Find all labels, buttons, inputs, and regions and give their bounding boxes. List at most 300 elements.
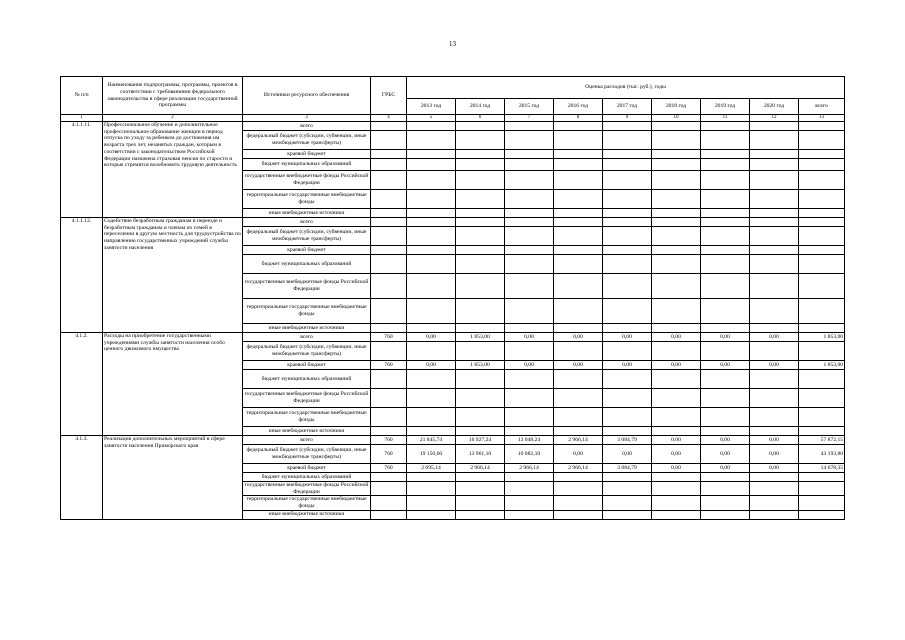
value-cell: 0,00 [701,464,750,473]
value-cell [603,510,652,519]
value-cell [505,473,554,482]
grbs-cell [371,427,407,436]
value-cell [750,246,799,255]
value-cell [505,246,554,255]
source-label: краевой бюджет [243,361,371,370]
header-col-number: 4 [371,115,407,122]
value-cell: 0,00 [652,361,701,370]
source-label: федеральный бюджет (субсидии, субвенции, иные межбюджетные трансферты) [243,131,371,150]
table-row [61,333,845,342]
header-source: Источники ресурсного обеспечения [243,77,371,115]
value-cell [407,389,456,408]
value-cell [505,408,554,427]
value-cell: 0,00 [554,445,603,464]
value-cell [554,496,603,510]
value-cell [456,324,505,333]
value-cell [701,427,750,436]
header-col-number: 5 [407,115,456,122]
grbs-cell: 760 [371,464,407,473]
value-cell [554,209,603,218]
value-cell [603,496,652,510]
grbs-cell [371,122,407,131]
value-cell [603,408,652,427]
value-cell [701,171,750,190]
value-cell [407,122,456,131]
value-cell [701,227,750,246]
value-cell [750,190,799,209]
header-col-number: 13 [799,115,845,122]
value-cell [505,370,554,389]
value-cell [456,496,505,510]
value-cell [603,218,652,227]
value-cell [505,342,554,361]
header-col-number: 3 [243,115,371,122]
source-label: всего [243,218,371,227]
value-cell [505,389,554,408]
value-cell [799,473,845,482]
value-cell [603,150,652,159]
value-cell [554,274,603,299]
value-cell [701,496,750,510]
page-number: 13 [449,40,456,48]
value-cell [407,218,456,227]
value-cell [701,342,750,361]
value-cell [701,299,750,324]
value-cell [701,274,750,299]
value-cell [799,131,845,150]
header-col-number: 9 [603,115,652,122]
header-col-number: 7 [505,115,554,122]
value-cell [701,218,750,227]
grbs-cell [371,370,407,389]
value-cell [799,150,845,159]
value-cell: 2 966,14 [505,464,554,473]
value-cell [603,473,652,482]
value-cell [554,227,603,246]
value-cell [652,159,701,171]
value-cell [456,218,505,227]
value-cell: 0,00 [750,436,799,445]
grbs-cell: 760 [371,436,407,445]
grbs-cell: 760 [371,361,407,370]
value-cell [456,473,505,482]
value-cell [407,209,456,218]
source-label: территориальные государственные внебюджетные фонды [243,408,371,427]
value-cell: 21 845,74 [407,436,456,445]
value-cell [652,324,701,333]
value-cell [701,255,750,274]
value-cell [407,159,456,171]
source-label: федеральный бюджет (субсидии, субвенции, иные межбюджетные трансферты) [243,227,371,246]
header-numbers-row [61,115,845,122]
value-cell [505,131,554,150]
source-label: краевой бюджет [243,150,371,159]
value-cell [750,299,799,324]
value-cell [799,209,845,218]
value-cell [799,389,845,408]
table-row [61,122,845,131]
value-cell [554,408,603,427]
grbs-cell [371,342,407,361]
value-cell [554,370,603,389]
value-cell [456,209,505,218]
value-cell: 0,00 [701,361,750,370]
value-cell [603,122,652,131]
value-cell: 0,00 [554,361,603,370]
value-cell [799,408,845,427]
header-year: 2013 год [407,99,456,115]
value-cell [750,209,799,218]
value-cell [456,190,505,209]
value-cell [652,131,701,150]
value-cell [456,246,505,255]
value-cell: 0,00 [603,445,652,464]
value-cell [652,482,701,496]
value-cell [750,324,799,333]
item-name: Расходы на приобретение государственными учреждениями службы занятости населения особо ценного движимого имущества [103,333,243,436]
value-cell [407,496,456,510]
value-cell [554,389,603,408]
value-cell [456,255,505,274]
grbs-cell [371,496,407,510]
value-cell: 3 084,79 [603,436,652,445]
value-cell [799,299,845,324]
value-cell [799,496,845,510]
value-cell [407,408,456,427]
grbs-cell [371,159,407,171]
value-cell [505,510,554,519]
value-cell: 0,00 [750,333,799,342]
value-cell [603,131,652,150]
value-cell [750,473,799,482]
value-cell [603,482,652,496]
value-cell [750,482,799,496]
value-cell [652,496,701,510]
value-cell [799,342,845,361]
budget-table [60,76,845,520]
value-cell [407,131,456,150]
item-name: Профессиональное обучение и дополнительное профессиональное образование женщин в период отпуска по уходу за ребенком до достижения им возраста трех лет, незанятых граждан, которым в соответствии с законодательством Российской Федерации назначена страховая пенсия по старости и которые стремятся возобновить трудовую деятельность [103,122,243,218]
value-cell [652,255,701,274]
value-cell [407,274,456,299]
value-cell [554,299,603,324]
value-cell [652,473,701,482]
value-cell [407,150,456,159]
value-cell [505,159,554,171]
value-cell [554,218,603,227]
value-cell: 14 678,35 [799,464,845,473]
grbs-cell [371,209,407,218]
value-cell [456,427,505,436]
value-cell: 0,00 [603,333,652,342]
value-cell [652,510,701,519]
value-cell [554,150,603,159]
value-cell [652,150,701,159]
value-cell: 43 193,80 [799,445,845,464]
value-cell [799,159,845,171]
value-cell [799,482,845,496]
value-cell: 0,00 [701,333,750,342]
value-cell [407,246,456,255]
value-cell: 1 853,00 [456,333,505,342]
value-cell [407,171,456,190]
value-cell [799,324,845,333]
source-label: иные внебюджетные источники [243,510,371,519]
grbs-cell [371,482,407,496]
value-cell [603,324,652,333]
value-cell [701,150,750,159]
value-cell [456,274,505,299]
value-cell [603,255,652,274]
header-year: 2017 год [603,99,652,115]
grbs-cell [371,274,407,299]
source-label: бюджет муниципальных образований [243,473,371,482]
value-cell [505,255,554,274]
value-cell: 1 853,00 [456,361,505,370]
value-cell [407,370,456,389]
value-cell [701,131,750,150]
value-cell: 0,00 [750,464,799,473]
header-col-number: 6 [456,115,505,122]
value-cell [750,131,799,150]
source-label: всего [243,122,371,131]
value-cell: 1 853,00 [799,361,845,370]
value-cell [456,299,505,324]
value-cell [505,482,554,496]
value-cell [603,370,652,389]
value-cell: 0,00 [407,333,456,342]
value-cell [750,342,799,361]
value-cell [505,171,554,190]
value-cell [701,246,750,255]
value-cell [652,274,701,299]
grbs-cell [371,510,407,519]
value-cell [603,274,652,299]
value-cell: 1 853,00 [799,333,845,342]
header-year: 2016 год [554,99,603,115]
value-cell [456,227,505,246]
table-row [61,218,845,227]
value-cell [554,427,603,436]
value-cell [603,227,652,246]
value-cell [407,482,456,496]
value-cell [603,209,652,218]
value-cell [750,389,799,408]
value-cell [652,122,701,131]
value-cell [505,274,554,299]
value-cell [407,255,456,274]
grbs-cell [371,408,407,427]
value-cell [505,496,554,510]
value-cell: 0,00 [603,361,652,370]
value-cell [603,389,652,408]
value-cell [652,342,701,361]
grbs-cell [371,227,407,246]
value-cell [750,150,799,159]
source-label: иные внебюджетные источники [243,324,371,333]
value-cell [554,171,603,190]
header-name: Наименование подпрограммы, программы, проектов в соответствии с требованиями федерального законодательства в сфере реализации государственной программы [103,77,243,115]
header-col-number: 11 [701,115,750,122]
source-label: государственные внебюджетные фонды Российской Федерации [243,389,371,408]
value-cell [603,299,652,324]
value-cell [407,324,456,333]
value-cell [603,159,652,171]
value-cell: 16 927,24 [456,436,505,445]
header-estimate: Оценка расходов (тыс. руб.), годы [407,77,845,99]
value-cell [701,159,750,171]
value-cell [652,370,701,389]
item-number: 4.1.1.12. [61,218,103,333]
value-cell: 0,00 [505,361,554,370]
header-col-number: 2 [103,115,243,122]
grbs-cell: 760 [371,333,407,342]
value-cell: 2 695,14 [407,464,456,473]
value-cell [652,190,701,209]
source-label: краевой бюджет [243,464,371,473]
value-cell [750,427,799,436]
value-cell [701,370,750,389]
source-label: федеральный бюджет (субсидии, субвенции, иные межбюджетные трансферты) [243,445,371,464]
value-cell [750,171,799,190]
value-cell: 0,00 [652,436,701,445]
value-cell [554,190,603,209]
value-cell [603,190,652,209]
value-cell [407,427,456,436]
value-cell [456,131,505,150]
value-cell: 0,00 [701,436,750,445]
value-cell [554,131,603,150]
header-col-number: 12 [750,115,799,122]
value-cell [652,408,701,427]
value-cell [799,122,845,131]
value-cell [407,510,456,519]
value-cell [750,122,799,131]
value-cell [505,427,554,436]
value-cell [799,218,845,227]
header-year: 2018 год [652,99,701,115]
value-cell [701,209,750,218]
value-cell: 19 150,60 [407,445,456,464]
header-year: всего [799,99,845,115]
grbs-cell: 760 [371,445,407,464]
grbs-cell [371,246,407,255]
value-cell [456,171,505,190]
value-cell [554,122,603,131]
grbs-cell [371,218,407,227]
grbs-cell [371,171,407,190]
value-cell [652,171,701,190]
source-label: бюджет муниципальных образований [243,255,371,274]
value-cell [652,427,701,436]
value-cell [701,408,750,427]
header-col-number: 1 [61,115,103,122]
value-cell: 2 966,14 [456,464,505,473]
value-cell [407,227,456,246]
value-cell [701,473,750,482]
value-cell [750,510,799,519]
value-cell: 57 872,15 [799,436,845,445]
source-label: государственные внебюджетные фонды Российской Федерации [243,171,371,190]
item-number: 4.1.3. [61,436,103,520]
value-cell: 0,00 [407,361,456,370]
value-cell [456,482,505,496]
source-label: государственные внебюджетные фонды Российской Федерации [243,482,371,496]
value-cell [652,246,701,255]
header-grbs: ГРБС [371,77,407,115]
value-cell: 2 966,14 [554,464,603,473]
value-cell [750,255,799,274]
value-cell [505,227,554,246]
value-cell: 13 961,10 [456,445,505,464]
value-cell [407,299,456,324]
value-cell [701,324,750,333]
value-cell [603,171,652,190]
value-cell [456,370,505,389]
value-cell [652,227,701,246]
value-cell [505,209,554,218]
value-cell [456,342,505,361]
value-cell [750,370,799,389]
grbs-cell [371,389,407,408]
source-label: бюджет муниципальных образований [243,159,371,171]
source-label: федеральный бюджет (субсидии, субвенции, иные межбюджетные трансферты) [243,342,371,361]
value-cell [701,122,750,131]
value-cell [750,227,799,246]
value-cell: 0,00 [554,333,603,342]
value-cell [701,190,750,209]
value-cell [799,246,845,255]
source-label: иные внебюджетные источники [243,427,371,436]
value-cell: 0,00 [701,445,750,464]
value-cell: 3 084,79 [603,464,652,473]
header-col-number: 10 [652,115,701,122]
value-cell [456,510,505,519]
value-cell [505,122,554,131]
value-cell [407,342,456,361]
value-cell [456,159,505,171]
source-label: территориальные государственные внебюджетные фонды [243,190,371,209]
source-label: территориальные государственные внебюджетные фонды [243,496,371,510]
value-cell: 0,00 [652,445,701,464]
grbs-cell [371,473,407,482]
value-cell [554,510,603,519]
value-cell: 0,00 [652,333,701,342]
value-cell [456,122,505,131]
source-label: территориальные государственные внебюджетные фонды [243,299,371,324]
value-cell [701,510,750,519]
value-cell [750,274,799,299]
header-year: 2020 год [750,99,799,115]
header-col-number: 8 [554,115,603,122]
source-label: краевой бюджет [243,246,371,255]
value-cell [554,159,603,171]
value-cell [456,408,505,427]
table-row [61,436,845,445]
value-cell [799,510,845,519]
header-year: 2014 год [456,99,505,115]
value-cell [554,482,603,496]
value-cell [505,299,554,324]
value-cell [505,324,554,333]
value-cell [799,255,845,274]
item-number: 4.1.2. [61,333,103,436]
grbs-cell [371,299,407,324]
value-cell [750,159,799,171]
value-cell [505,218,554,227]
value-cell [407,190,456,209]
value-cell [554,473,603,482]
